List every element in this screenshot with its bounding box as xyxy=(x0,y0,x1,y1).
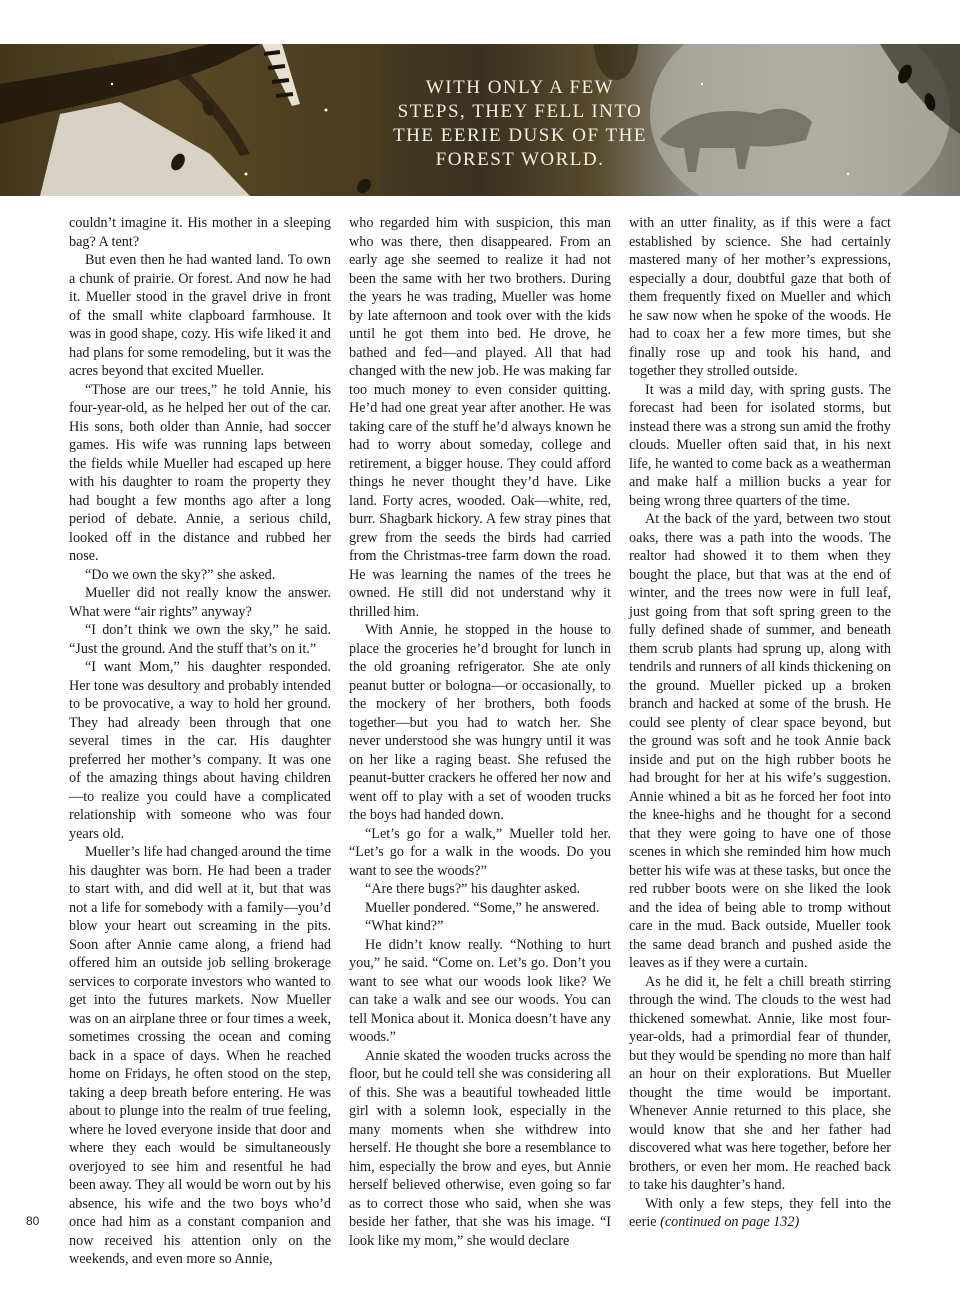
paragraph: At the back of the yard, between two stout oaks, there was a path into the woods. The realtor had showed it to them when they bought the place, but that was at the end of winter, and the trees now were in full leaf, just going from that soft spring green to the fully defined shade of summer, and beneath them scrub plants had sprung up, along with tendrils and runners of all kinds thickening on the ground. Mueller picked up a broken branch and hacked at some of the brush. He could see plenty of clear space beyond, but the ground was soft and he took Annie back inside and put on the high rubber boots he had brought for her at his wife’s suggestion. Annie whined a bit as he forced her foot into the knee-highs and he thought for a second that they were going to have one of those scenes in which she reminded him how much better his wife was at these tasks, but once the red rubber boots were on she liked the look and the idea of being able to tromp without care in the mud. Back outside, Mueller took the same dead branch and pushed aside the leaves as if they were a curtain. xyxy=(629,511,891,971)
closing-text: With only a few steps, they fell into the eerie xyxy=(629,1195,891,1230)
text-column-3 xyxy=(629,214,891,1232)
paragraph: who regarded him with suspicion, this man who was there, then disappeared. From an early age she seemed to realize it had not been the same with her two brothers. During the years he was trading, Mueller was home by late afternoon and took over with the kids until he got them into bed. He drove, he bathed and fed—and played. All that had changed with the new job. He was making far too much money to even consider quitting. He’d had one great year after another. He was taking care of the stuff he’d always known he had to worry about someday, college and retirement, a bigger house. They could afford things he never thought they’d have. Like land. Forty acres, wooded. Oak—white, red, burr. Shagbark hickory. A few stray pines that grew from the seeds the birds had carried from the Christmas-tree farm down the road. He was learning the names of the trees he owned. He still did not understand why it thrilled him. xyxy=(349,215,611,620)
paragraph: He didn’t know really. “Nothing to hurt you,” he said. “Come on. Let’s go. Don’t you want to see what our woods look like? We can take a walk and see our woods. You can tell Monica about it. Monica doesn’t have any woods.” xyxy=(349,936,611,1045)
paragraph: “I don’t think we own the sky,” he said. “Just the ground. And the stuff that’s on it.” xyxy=(69,622,331,657)
paragraph: With Annie, he stopped in the house to place the groceries he’d brought for lunch in the old groaning refrigerator. She ate only peanut butter or bologna—or occasionally, to the mockery of her brothers, both foods together—but you had to watch her. She never understood she was hungry until it was on her like a raging beast. She refused the peanut-butter crackers he offered her now and went off to play with a set of wooden trucks the boys had handed down. xyxy=(349,622,611,823)
text-column-2 xyxy=(349,214,611,1250)
paragraph: “What kind?” xyxy=(365,918,444,934)
paragraph: “Do we own the sky?” she asked. xyxy=(85,566,276,583)
paragraph: Mueller did not really know the answer. What were “air rights” anyway? xyxy=(69,585,331,620)
paragraph: Annie skated the wooden trucks across the floor, but he could tell she was considering all of this. She was a beautiful towheaded little girl with a solemn look, especially in the many moments when she withdrew into herself. He thought she bore a resemblance to him, especially the brow and eyes, but Annie herself believed otherwise, even going so far as to correct those who said, when she was beside her father, that she was his image. “I look like my mom,” she would declare xyxy=(349,1047,611,1249)
pull-quote: WITH ONLY A FEW STEPS, THEY FELL INTO THE EERIE DUSK OF THE FOREST WORLD. xyxy=(393,77,647,170)
text-column-1 xyxy=(69,214,331,1269)
paragraph: Mueller pondered. “Some,” he answered. xyxy=(365,899,600,916)
paragraph: “Are there bugs?” his daughter asked. xyxy=(365,881,581,897)
paragraph: Mueller’s life had changed around the time his daughter was born. He had been a trader to start with, and did well at it, but that was not a life for somebody with a family—you’d blow your heart out screaming in the pits. Soon after Annie came along, a friend had offered him an outside job selling brokerage services to corporate investors who wanted to get into the futures markets. Now Mueller was on an airplane three or four times a week, sometimes crossing the ocean and coming back in a space of days. When he reached home on Fridays, he often stood on the step, taking a deep breath before entering. He was about to plunge into the realm of true feeling, where he loved everyone inside that door and where they each would be simultaneously overjoyed to see him and resentful he had been away. They all would be worn out by his absence, his wife and the two boys who’d once had him as a constant companion and now received his attention only on the weekends, and even more so Annie, xyxy=(69,844,331,1267)
paragraph: “Those are our trees,” he told Annie, his four-year-old, as he helped her out of the car. His sons, both older than Annie, had soccer games. His wife was running laps between the fields while Mueller had escaped up here with his daughter to roam the property they had bought a few months ago after a long period of debate. Annie, a serious child, looked off in the distance and rubbed her nose. xyxy=(69,381,331,564)
paragraph: with an utter finality, as if this were a fact established by science. She had certainly mastered many of her mother’s expressions, especially a dour, doubtful gaze that both of them frequently fixed on Mueller and which he saw now when he spoke of the woods. He had to coax her a few more times, but she finally rose up and took his hand, and together they strolled outside. xyxy=(629,215,891,379)
page-number: 80 xyxy=(26,1214,40,1228)
paragraph: As he did it, he felt a chill breath stirring through the wind. The clouds to the west had thickened somewhat. Annie, like most four-year-olds, had a primordial fear of thunder, but they would be spending no more than half an hour on their explorations. But Mueller thought the time would be important. Whenever Annie returned to this place, she would know that she and her father had discovered what was here together, before her brothers, or even her mom. He reached back to take his daughter’s hand. xyxy=(629,973,891,1193)
paragraph-final xyxy=(629,1195,891,1232)
paragraph: couldn’t imagine it. His mother in a sleeping bag? A tent? xyxy=(69,215,331,250)
paragraph: “I want Mom,” his daughter responded. Her tone was desultory and probably intended to be provocative, a way to hold her ground. They had already been through that one several times in the car. His daughter preferred her mother’s company. It was one of the amazing things about having children—to realize you could have a complicated relationship with someone who was four years old. xyxy=(69,659,331,842)
illustration-banner xyxy=(0,44,960,196)
paragraph: “Let’s go for a walk,” Mueller told her. “Let’s go for a walk in the woods. Do you want to see the woods?” xyxy=(349,825,611,879)
paragraph: It was a mild day, with spring gusts. The forecast had been for isolated storms, but instead there was a strong sun amid the frothy clouds. Mueller often said that, in his next life, he wanted to come back as a weatherman and make half a million bucks a year for being wrong three quarters of the time. xyxy=(629,381,891,509)
continued-note: (continued on page 132) xyxy=(660,1214,800,1230)
paragraph: But even then he had wanted land. To own a chunk of prairie. Or forest. And now he had it. Mueller stood in the gravel drive in front of the small white clapboard farmhouse. It was in good shape, cozy. His wife liked it and had plans for some remodeling, but it was the acres beyond that excited Mueller. xyxy=(69,252,331,379)
